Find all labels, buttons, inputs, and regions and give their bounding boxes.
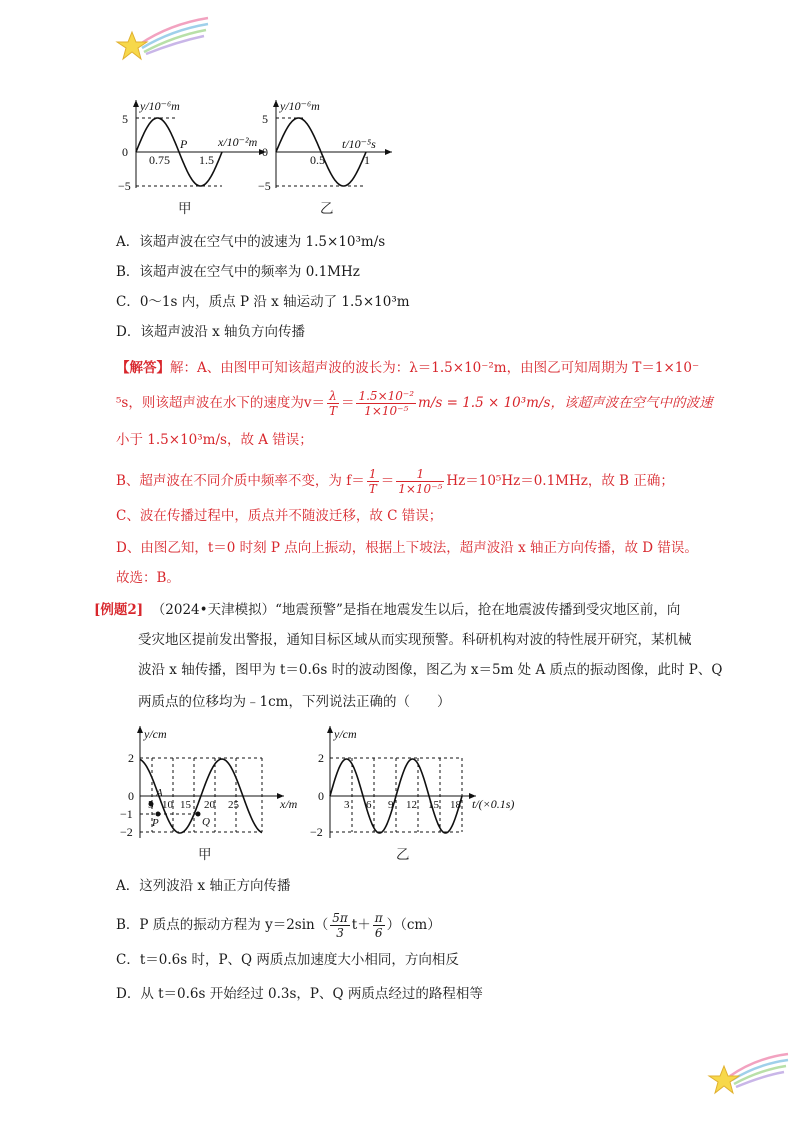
wave-graph-jia-1 (118, 96, 268, 196)
y-axis-label: y/10⁻⁶m (280, 99, 320, 113)
x-axis-label: t/10⁻⁵s (342, 137, 376, 151)
y-tick-bottom: −5 (118, 179, 131, 193)
point-q-dot (196, 812, 201, 817)
point-p-label: P (152, 817, 159, 829)
y-tick-top: 5 (122, 112, 128, 126)
y-tick-0: 0 (318, 789, 324, 803)
wave-graph-jia-2 (118, 722, 318, 840)
q2-option-a: A．这列波沿 x 轴正方向传播 (116, 878, 291, 894)
caption-jia-2: 甲 (198, 847, 212, 863)
answer-line-5: C、波在传播过程中，质点并不随波迁移，故 C 错误； (116, 508, 443, 524)
x-tick: 3 (344, 799, 350, 811)
y-tick-zero: 0 (122, 145, 128, 159)
y-tick-2: 2 (128, 751, 134, 765)
answer-line-7: 故选：B。 (116, 570, 180, 586)
y-tick-neg2: −2 (310, 825, 323, 839)
shooting-star-icon (110, 14, 210, 64)
q2-option-c: C．t＝0.6s 时，P、Q 两质点加速度大小相同，方向相反 (116, 952, 459, 968)
y-tick-bottom: −5 (258, 179, 271, 193)
x-axis-label: t/(×0.1s) (472, 797, 515, 811)
caption-yi-2: 乙 (396, 847, 410, 863)
x-tick: 5 (148, 799, 154, 811)
q1-option-b: B．该超声波在空气中的频率为 0.1MHz (116, 264, 360, 280)
q1-option-d: D．该超声波沿 x 轴负方向传播 (116, 324, 306, 340)
wave-graph-yi-1 (258, 96, 398, 196)
answer-line-1: 【解答】解：A、由图甲可知该超声波的波长为：λ＝1.5×10⁻²m，由图乙可知周期为 T＝1×10⁻ (116, 360, 700, 376)
example2-line-4: 两质点的位移均为﹣1cm，下列说法正确的（ ） (138, 694, 451, 710)
x-tick-b: 1 (364, 153, 370, 167)
x-tick: 15 (180, 799, 191, 811)
y-tick-2: 2 (318, 751, 324, 765)
example2-line-2: 受灾地区提前发出警报，通知目标区域从而实现预警。科研机构对波的特性展开研究，某机械 (138, 632, 692, 648)
y-axis-label: y/cm (144, 727, 167, 741)
x-tick-a: 0.75 (149, 153, 170, 167)
example-label: [例题2] (94, 602, 144, 618)
shooting-star-icon (704, 1050, 790, 1100)
x-tick: 6 (366, 799, 372, 811)
x-axis-label: x/m (280, 797, 298, 811)
y-axis-label: y/cm (334, 727, 357, 741)
point-p-label: P (180, 137, 188, 151)
caption-jia-1: 甲 (178, 201, 192, 217)
x-tick: 15 (428, 799, 439, 811)
q2-option-b: B．P 质点的振动方程为 y＝2sin（ $\frac{5\pi}{3}$ t＋ $\frac{\pi}{6}$ ）（cm） (116, 911, 441, 940)
answer-tag: 【解答】 (116, 360, 170, 376)
q2-option-d: D．从 t＝0.6s 开始经过 0.3s，P、Q 两质点经过的路程相等 (116, 986, 483, 1002)
example2-line-1: [例题2] （2024•天津模拟）“地震预警”是指在地震发生以后，抢在地震波传播到受灾地区前，向 (94, 602, 681, 618)
x-tick-b: 1.5 (199, 153, 214, 167)
y-tick-top: 5 (262, 112, 268, 126)
q1-option-a: A．该超声波在空气中的波速为 1.5×10³m/s (116, 234, 386, 250)
point-p-dot (156, 812, 161, 817)
answer-line-4: B、超声波在不同介质中频率不变，为 f＝ $\frac{1}{T}$ ＝ $\frac{1}{\text{1×10⁻⁵}}$ Hz＝10⁵Hz＝0.1MHz，故 B 正确； (116, 467, 674, 496)
y-tick-neg1: −1 (120, 807, 133, 821)
x-tick: 25 (228, 799, 239, 811)
answer-line-6: D、由图乙知，t＝0 时刻 P 点向上振动，根据上下坡法，超声波沿 x 轴正方向传播，故 D 错误。 (116, 540, 698, 556)
point-a-label: A (156, 787, 163, 799)
x-tick: 12 (406, 799, 417, 811)
y-axis-label: y/10⁻⁶m (140, 99, 180, 113)
caption-yi-1: 乙 (320, 201, 334, 217)
q1-option-c: C．0～1s 内，质点 P 沿 x 轴运动了 1.5×10³m (116, 294, 410, 310)
x-tick: 18 (450, 799, 461, 811)
x-tick: 10 (162, 799, 173, 811)
answer-line-2: ⁵s，则该超声波在水下的速度为v＝ $\frac{\lambda}{T}$ ＝ $\frac{\text{1.5×10⁻²}}{\text{1×10⁻⁵}}$ m/s = 1.5 × 10³m/s，该超声波在空气中的波速 (116, 389, 713, 418)
answer-line-3: 小于 1.5×10³m/s，故 A 错误； (116, 432, 313, 448)
x-tick: 9 (388, 799, 394, 811)
x-tick: 20 (204, 799, 215, 811)
point-q-label: Q (202, 816, 210, 828)
example2-line-3: 波沿 x 轴传播，图甲为 t＝0.6s 时的波动图像，图乙为 x＝5m 处 A 质点的振动图像，此时 P、Q (138, 662, 723, 678)
y-tick-zero: 0 (262, 145, 268, 159)
y-tick-neg2: −2 (120, 825, 133, 839)
x-tick-a: 0.5 (310, 153, 325, 167)
wave-graph-yi-2 (308, 722, 548, 840)
y-tick-0: 0 (128, 789, 134, 803)
x-axis-label: x/10⁻²m (218, 135, 258, 149)
